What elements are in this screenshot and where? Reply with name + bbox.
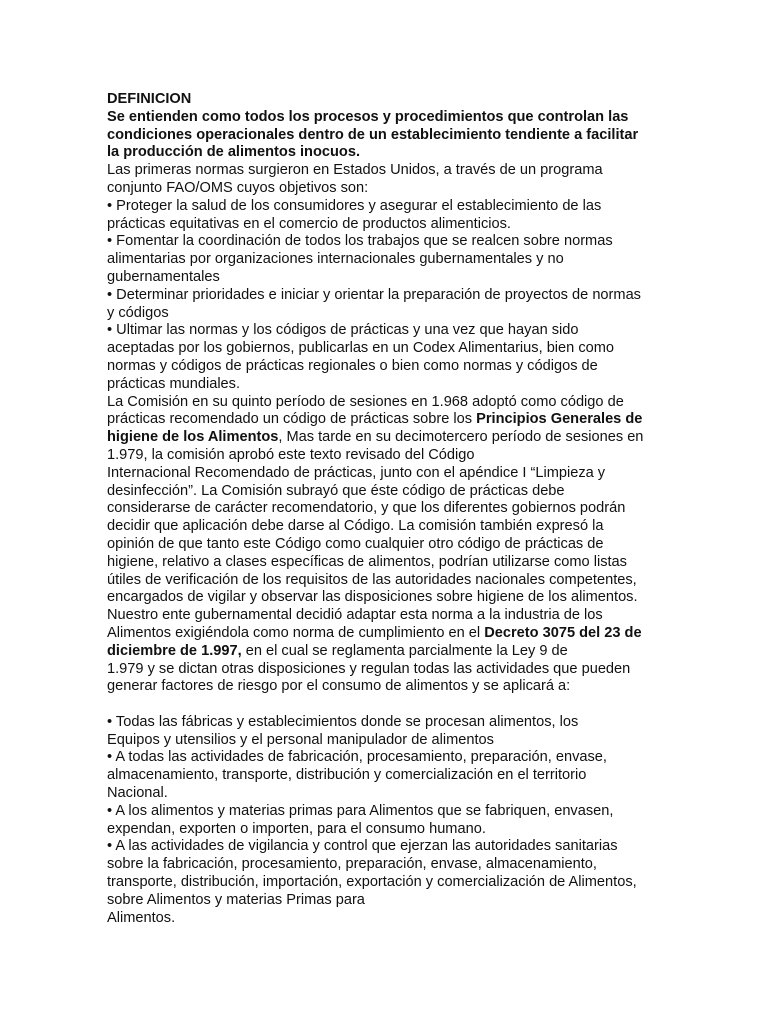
list-item-line: • A todas las actividades de fabricación, procesamiento, preparación, envase, xyxy=(107,749,607,766)
paragraph-line: La Comisión en su quinto período de sesiones en 1.968 adoptó como código de xyxy=(107,393,624,410)
list-item-line: Nacional. xyxy=(107,785,168,802)
paragraph-line: encargados de vigilar y observar las disposiciones sobre higiene de los alimentos. xyxy=(107,589,638,606)
paragraph-line: higiene, relativo a clases específicas de alimentos, podrían utilizarse como listas xyxy=(107,553,627,570)
paragraph-line xyxy=(107,643,663,661)
paragraph-line: Las primeras normas surgieron en Estados Unidos, a través de un programa xyxy=(107,162,603,179)
list-item-line: gubernamentales xyxy=(107,268,220,285)
text-run: , Mas tarde en su decimotercero período de sesiones en xyxy=(278,429,644,446)
list-item-line: • Determinar prioridades e iniciar y orientar la preparación de proyectos de normas xyxy=(107,286,641,303)
blank-line xyxy=(107,696,663,714)
paragraph-line: generar factores de riesgo por el consumo de alimentos y se aplicará a: xyxy=(107,678,571,695)
paragraph-line: conjunto FAO/OMS cuyos objetivos son: xyxy=(107,179,369,196)
principles-title-bold: higiene de los Alimentos xyxy=(107,429,279,446)
text-run: en el cual se reglamenta parcialmente la Ley 9 de xyxy=(241,642,568,659)
intro-line: condiciones operacionales dentro de un establecimiento tendiente a facilitar xyxy=(107,126,639,143)
list-item xyxy=(107,714,663,750)
list-item-line: • Todas las fábricas y establecimientos donde se procesan alimentos, los xyxy=(107,713,579,730)
list-item xyxy=(107,233,663,286)
paragraph-commission xyxy=(107,394,663,697)
list-item-line: Alimentos. xyxy=(107,909,176,926)
paragraph-line: 1.979 y se dictan otras disposiciones y regulan todas las actividades que pueden xyxy=(107,660,631,677)
decree-bold: Decreto 3075 del 23 de xyxy=(484,624,642,641)
principles-title-bold: Principios Generales de xyxy=(476,411,643,428)
list-item-line: • A los alimentos y materias primas para Alimentos que se fabriquen, envasen, xyxy=(107,802,614,819)
paragraph-line: 1.979, la comisión aprobó este texto revisado del Código xyxy=(107,446,475,463)
list-item-line: • Ultimar las normas y los códigos de prácticas y una vez que hayan sido xyxy=(107,322,579,339)
intro-definition xyxy=(107,109,663,162)
list-item-line: almacenamiento, transporte, distribución y comercialización en el territorio xyxy=(107,767,587,784)
paragraph-line: opinión de que tanto este Código como cualquier otro código de prácticas de xyxy=(107,535,604,552)
list-item-line: aceptadas por los gobiernos, publicarlas en un Codex Alimentarius, bien como xyxy=(107,340,615,357)
intro-line: Se entienden como todos los procesos y procedimientos que controlan las xyxy=(107,108,629,125)
paragraph-line: decidir que aplicación debe darse al Código. La comisión también expresó la xyxy=(107,518,604,535)
paragraph-origin xyxy=(107,162,663,198)
list-item xyxy=(107,749,663,802)
text-run: Alimentos exigiéndola como norma de cumplimiento en el xyxy=(107,624,485,641)
paragraph-line: útiles de verificación de los requisitos de las autoridades nacionales competentes, xyxy=(107,571,637,588)
paragraph-line xyxy=(107,411,663,429)
paragraph-line xyxy=(107,429,663,447)
paragraph-line: considerarse de carácter recomendatorio, y que los diferentes gobiernos podrán xyxy=(107,500,626,517)
decree-bold: diciembre de 1.997, xyxy=(107,642,242,659)
text-run: prácticas recomendado un código de prácticas sobre los xyxy=(107,411,477,428)
list-item-line: • A las actividades de vigilancia y control que ejerzan las autoridades sanitarias xyxy=(107,838,618,855)
document-heading: DEFINICION xyxy=(107,91,192,107)
list-item-line: expendan, exporten o importen, para el consumo humano. xyxy=(107,820,486,837)
list-item xyxy=(107,803,663,839)
objectives-list xyxy=(107,198,663,394)
scope-list xyxy=(107,714,663,928)
list-item xyxy=(107,838,663,927)
list-item-line: • Fomentar la coordinación de todos los trabajos que se realcen sobre normas xyxy=(107,233,613,250)
intro-line: la producción de alimentos inocuos. xyxy=(107,144,360,161)
list-item-line: normas y códigos de prácticas regionales o bien como normas y códigos de xyxy=(107,357,598,374)
list-item xyxy=(107,287,663,323)
paragraph-line: Internacional Recomendado de prácticas, junto con el apéndice I “Limpieza y xyxy=(107,464,606,481)
paragraph-line: desinfección”. La Comisión subrayó que éste código de prácticas debe xyxy=(107,482,565,499)
paragraph-line xyxy=(107,625,663,643)
list-item-line: sobre Alimentos y materias Primas para xyxy=(107,891,365,908)
paragraph-line: Nuestro ente gubernamental decidió adaptar esta norma a la industria de los xyxy=(107,607,603,624)
list-item-line: y códigos xyxy=(107,304,169,321)
list-item-line: prácticas mundiales. xyxy=(107,375,241,392)
list-item-line: Equipos y utensilios y el personal manipulador de alimentos xyxy=(107,731,494,748)
list-item-line: • Proteger la salud de los consumidores y asegurar el establecimiento de las xyxy=(107,197,602,214)
list-item xyxy=(107,198,663,234)
list-item-line: transporte, distribución, importación, exportación y comercialización de Alimentos, xyxy=(107,874,637,891)
list-item-line: prácticas equitativas en el comercio de productos alimenticios. xyxy=(107,215,511,232)
document-page xyxy=(107,91,663,927)
list-item-line: sobre la fabricación, procesamiento, preparación, envase, almacenamiento, xyxy=(107,856,597,873)
list-item xyxy=(107,322,663,393)
list-item-line: alimentarias por organizaciones internacionales gubernamentales y no xyxy=(107,251,564,268)
